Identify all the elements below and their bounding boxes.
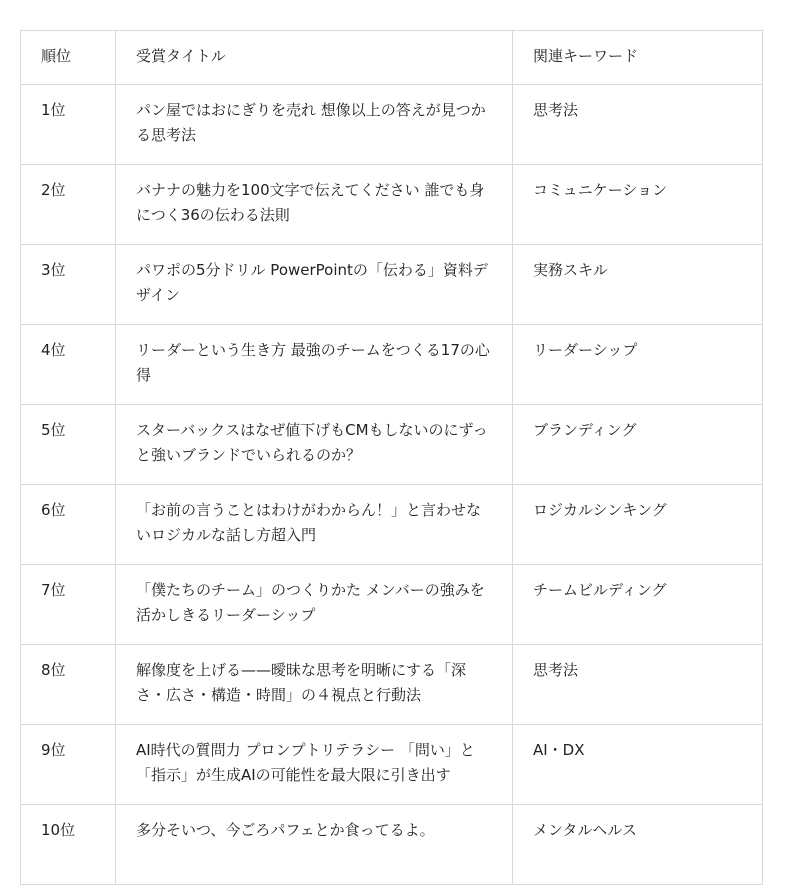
table-row xyxy=(21,485,763,565)
table-row xyxy=(21,325,763,405)
table-row xyxy=(21,165,763,245)
header-title: 受賞タイトル xyxy=(116,31,513,85)
title-cell: 「僕たちのチーム」のつくりかた メンバーの強みを活かしきるリーダーシップ xyxy=(116,565,513,645)
table-row xyxy=(21,245,763,325)
keyword-cell: 思考法 xyxy=(513,645,763,725)
keyword-cell: リーダーシップ xyxy=(513,325,763,405)
ranking-table-container xyxy=(20,30,762,885)
table-row xyxy=(21,565,763,645)
table-row xyxy=(21,85,763,165)
keyword-cell: 思考法 xyxy=(513,85,763,165)
table-row xyxy=(21,405,763,485)
title-cell: バナナの魅力を100文字で伝えてください 誰でも身につく36の伝わる法則 xyxy=(116,165,513,245)
header-keyword: 関連キーワード xyxy=(513,31,763,85)
title-cell: 「お前の言うことはわけがわからん！」と言わせないロジカルな話し方超入門 xyxy=(116,485,513,565)
table-header-row xyxy=(21,31,763,85)
rank-cell: 8位 xyxy=(21,645,116,725)
rank-cell: 2位 xyxy=(21,165,116,245)
rank-cell: 5位 xyxy=(21,405,116,485)
rank-cell: 9位 xyxy=(21,725,116,805)
keyword-cell: ロジカルシンキング xyxy=(513,485,763,565)
keyword-cell: AI・DX xyxy=(513,725,763,805)
table-row xyxy=(21,805,763,885)
table-row xyxy=(21,725,763,805)
title-cell: スターバックスはなぜ値下げもCMもしないのにずっと強いブランドでいられるのか？ xyxy=(116,405,513,485)
title-cell: AI時代の質問力 プロンプトリテラシー 「問い」と「指示」が生成AIの可能性を最大限に引き出す xyxy=(116,725,513,805)
title-cell: リーダーという生き方 最強のチームをつくる17の心得 xyxy=(116,325,513,405)
rank-cell: 7位 xyxy=(21,565,116,645)
title-cell: パワポの5分ドリル PowerPointの「伝わる」資料デザイン xyxy=(116,245,513,325)
rank-cell: 6位 xyxy=(21,485,116,565)
ranking-table xyxy=(20,30,763,885)
rank-cell: 4位 xyxy=(21,325,116,405)
keyword-cell: チームビルディング xyxy=(513,565,763,645)
keyword-cell: コミュニケーション xyxy=(513,165,763,245)
rank-cell: 1位 xyxy=(21,85,116,165)
keyword-cell: 実務スキル xyxy=(513,245,763,325)
keyword-cell: メンタルヘルス xyxy=(513,805,763,885)
title-cell: パン屋ではおにぎりを売れ 想像以上の答えが見つかる思考法 xyxy=(116,85,513,165)
header-rank: 順位 xyxy=(21,31,116,85)
title-cell: 多分そいつ、今ごろパフェとか食ってるよ。 xyxy=(116,805,513,885)
title-cell: 解像度を上げる——曖昧な思考を明晰にする「深さ・広さ・構造・時間」の４視点と行動法 xyxy=(116,645,513,725)
rank-cell: 3位 xyxy=(21,245,116,325)
table-row xyxy=(21,645,763,725)
keyword-cell: ブランディング xyxy=(513,405,763,485)
rank-cell: 10位 xyxy=(21,805,116,885)
